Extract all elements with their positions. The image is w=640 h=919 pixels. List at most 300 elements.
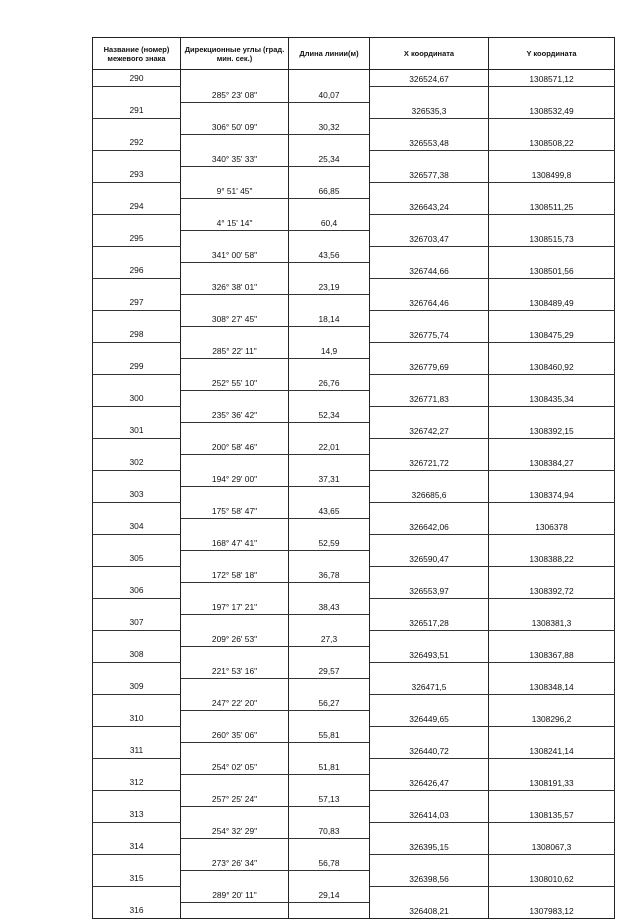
- line-length-cell: 38,43: [289, 598, 370, 614]
- direction-angle-cell: 260° 35' 06": [181, 726, 289, 742]
- empty-cell: [370, 790, 489, 806]
- empty-cell: [370, 438, 489, 454]
- line-length-cell: 70,83: [289, 822, 370, 838]
- line-length-cell: 43,56: [289, 246, 370, 262]
- y-coordinate-cell: 1308435,34: [489, 390, 615, 406]
- table-row: [93, 102, 615, 118]
- direction-angle-cell: 341° 00' 58": [181, 246, 289, 262]
- x-coordinate-cell: 326395,15: [370, 838, 489, 854]
- empty-cell: [181, 646, 289, 662]
- empty-cell: [93, 566, 181, 582]
- point-name-cell: 310: [93, 710, 181, 726]
- empty-cell: [93, 182, 181, 198]
- coordinates-sheet: [92, 37, 614, 916]
- empty-cell: [370, 598, 489, 614]
- table-row: [93, 582, 615, 598]
- empty-cell: [181, 166, 289, 182]
- line-length-cell: 51,81: [289, 758, 370, 774]
- x-coordinate-cell: 326642,06: [370, 518, 489, 534]
- table-row: [93, 646, 615, 662]
- empty-cell: [181, 390, 289, 406]
- table-row: [93, 806, 615, 822]
- header-line-length: Длина линии(м): [289, 38, 370, 70]
- table-row: [93, 742, 615, 758]
- point-name-cell: 309: [93, 678, 181, 694]
- empty-cell: [370, 822, 489, 838]
- empty-cell: [181, 198, 289, 214]
- empty-cell: [93, 822, 181, 838]
- empty-cell: [489, 790, 615, 806]
- table-row: [93, 550, 615, 566]
- empty-cell: [370, 886, 489, 902]
- table-row: [93, 886, 615, 902]
- direction-angle-cell: 273° 26' 34": [181, 854, 289, 870]
- x-coordinate-cell: 326517,28: [370, 614, 489, 630]
- table-row: [93, 598, 615, 614]
- x-coordinate-cell: 326577,38: [370, 166, 489, 182]
- point-name-cell: 297: [93, 294, 181, 310]
- empty-cell: [489, 630, 615, 646]
- table-row: [93, 710, 615, 726]
- direction-angle-cell: 197° 17' 21": [181, 598, 289, 614]
- direction-angle-cell: 254° 02' 05": [181, 758, 289, 774]
- table-row: [93, 726, 615, 742]
- empty-cell: [181, 742, 289, 758]
- empty-cell: [289, 774, 370, 790]
- y-coordinate-cell: 1308532,49: [489, 102, 615, 118]
- empty-cell: [93, 150, 181, 166]
- empty-cell: [181, 134, 289, 150]
- line-length-cell: 14,9: [289, 342, 370, 358]
- point-name-cell: 294: [93, 198, 181, 214]
- table-row: [93, 182, 615, 198]
- table-row: [93, 694, 615, 710]
- x-coordinate-cell: 326775,74: [370, 326, 489, 342]
- empty-cell: [489, 438, 615, 454]
- table-row: [93, 246, 615, 262]
- empty-cell: [181, 870, 289, 886]
- empty-cell: [489, 278, 615, 294]
- point-name-cell: 303: [93, 486, 181, 502]
- y-coordinate-cell: 1308501,56: [489, 262, 615, 278]
- header-point-name: Название (номер) межевого знака: [93, 38, 181, 70]
- y-coordinate-cell: 1308511,25: [489, 198, 615, 214]
- y-coordinate-cell: 1308388,22: [489, 550, 615, 566]
- empty-cell: [93, 886, 181, 902]
- boundary-points-table: [92, 37, 615, 919]
- empty-cell: [181, 518, 289, 534]
- empty-cell: [93, 854, 181, 870]
- empty-cell: [93, 278, 181, 294]
- direction-angle-cell: 175° 58' 47": [181, 502, 289, 518]
- empty-cell: [289, 486, 370, 502]
- line-length-cell: 36,78: [289, 566, 370, 582]
- empty-cell: [370, 630, 489, 646]
- point-name-cell: 314: [93, 838, 181, 854]
- x-coordinate-cell: 326553,97: [370, 582, 489, 598]
- table-row: [93, 662, 615, 678]
- point-name-cell: 307: [93, 614, 181, 630]
- empty-cell: [93, 310, 181, 326]
- table-row: [93, 774, 615, 790]
- line-length-cell: 29,57: [289, 662, 370, 678]
- empty-cell: [489, 342, 615, 358]
- empty-cell: [93, 374, 181, 390]
- table-row: [93, 230, 615, 246]
- point-name-cell: 311: [93, 742, 181, 758]
- table-body: [93, 70, 615, 919]
- x-coordinate-cell: 326590,47: [370, 550, 489, 566]
- line-length-cell: 23,19: [289, 278, 370, 294]
- empty-cell: [181, 806, 289, 822]
- line-length-cell: 66,85: [289, 182, 370, 198]
- empty-cell: [289, 454, 370, 470]
- empty-cell: [181, 102, 289, 118]
- x-coordinate-cell: 326553,48: [370, 134, 489, 150]
- x-coordinate-cell: 326440,72: [370, 742, 489, 758]
- line-length-cell: 25,34: [289, 150, 370, 166]
- empty-cell: [489, 566, 615, 582]
- empty-cell: [93, 598, 181, 614]
- y-coordinate-cell: 1308384,27: [489, 454, 615, 470]
- empty-cell: [181, 550, 289, 566]
- direction-angle-cell: 252° 55' 10": [181, 374, 289, 390]
- table-row: [93, 822, 615, 838]
- empty-cell: [289, 902, 370, 919]
- x-coordinate-cell: 326493,51: [370, 646, 489, 662]
- empty-cell: [289, 806, 370, 822]
- table-row: [93, 150, 615, 166]
- x-coordinate-cell: 326721,72: [370, 454, 489, 470]
- empty-cell: [489, 726, 615, 742]
- direction-angle-cell: 326° 38' 01": [181, 278, 289, 294]
- table-row: [93, 134, 615, 150]
- table-row: [93, 118, 615, 134]
- empty-cell: [289, 870, 370, 886]
- direction-angle-cell: 308° 27' 45": [181, 310, 289, 326]
- table-row: [93, 534, 615, 550]
- direction-angle-cell: 9° 51' 45": [181, 182, 289, 198]
- line-length-cell: 56,27: [289, 694, 370, 710]
- table-row: [93, 310, 615, 326]
- table-row: [93, 630, 615, 646]
- y-coordinate-cell: 1308460,92: [489, 358, 615, 374]
- direction-angle-cell: 247° 22' 20": [181, 694, 289, 710]
- empty-cell: [289, 294, 370, 310]
- point-name-cell: 315: [93, 870, 181, 886]
- table-row: [93, 326, 615, 342]
- empty-cell: [370, 534, 489, 550]
- empty-cell: [370, 694, 489, 710]
- empty-cell: [370, 726, 489, 742]
- table-row: [93, 166, 615, 182]
- empty-cell: [93, 214, 181, 230]
- empty-cell: [489, 374, 615, 390]
- table-row: [93, 518, 615, 534]
- table-row: [93, 374, 615, 390]
- table-row: [93, 470, 615, 486]
- empty-cell: [93, 246, 181, 262]
- y-coordinate-cell: 1308010,62: [489, 870, 615, 886]
- table-row: [93, 678, 615, 694]
- empty-cell: [289, 390, 370, 406]
- point-name-cell: 300: [93, 390, 181, 406]
- empty-cell: [181, 774, 289, 790]
- y-coordinate-cell: 1308508,22: [489, 134, 615, 150]
- empty-cell: [93, 118, 181, 134]
- y-coordinate-cell: 1308374,94: [489, 486, 615, 502]
- empty-cell: [289, 134, 370, 150]
- empty-cell: [181, 358, 289, 374]
- empty-cell: [181, 710, 289, 726]
- table-row: [93, 294, 615, 310]
- point-name-cell: 316: [93, 902, 181, 919]
- table-row: [93, 486, 615, 502]
- empty-cell: [93, 694, 181, 710]
- empty-cell: [370, 246, 489, 262]
- y-coordinate-cell: 1308191,33: [489, 774, 615, 790]
- empty-cell: [489, 758, 615, 774]
- empty-cell: [181, 454, 289, 470]
- empty-cell: [181, 902, 289, 919]
- empty-cell: [289, 198, 370, 214]
- empty-cell: [489, 854, 615, 870]
- direction-angle-cell: 306° 50' 09": [181, 118, 289, 134]
- empty-cell: [289, 646, 370, 662]
- empty-cell: [489, 406, 615, 422]
- point-name-cell: 290: [93, 70, 181, 87]
- table-row: [93, 422, 615, 438]
- direction-angle-cell: 289° 20' 11": [181, 886, 289, 902]
- table-row: [93, 406, 615, 422]
- empty-cell: [289, 838, 370, 854]
- table-row: [93, 870, 615, 886]
- empty-cell: [93, 86, 181, 102]
- line-length-cell: 57,13: [289, 790, 370, 806]
- direction-angle-cell: 4° 15' 14": [181, 214, 289, 230]
- empty-cell: [370, 374, 489, 390]
- y-coordinate-cell: 1308381,3: [489, 614, 615, 630]
- empty-cell: [370, 758, 489, 774]
- empty-cell: [181, 678, 289, 694]
- empty-cell: [370, 310, 489, 326]
- y-coordinate-cell: 1308348,14: [489, 678, 615, 694]
- line-length-cell: 55,81: [289, 726, 370, 742]
- table-row: [93, 790, 615, 806]
- y-coordinate-cell: 1308296,2: [489, 710, 615, 726]
- line-length-cell: 52,34: [289, 406, 370, 422]
- point-name-cell: 298: [93, 326, 181, 342]
- empty-cell: [93, 342, 181, 358]
- line-length-cell: 29,14: [289, 886, 370, 902]
- empty-cell: [489, 534, 615, 550]
- empty-cell: [289, 582, 370, 598]
- point-name-cell: 301: [93, 422, 181, 438]
- empty-cell: [181, 614, 289, 630]
- empty-cell: [93, 630, 181, 646]
- line-length-cell: 27,3: [289, 630, 370, 646]
- direction-angle-cell: 285° 23' 08": [181, 86, 289, 102]
- header-x-coordinate: X координата: [370, 38, 489, 70]
- empty-cell: [370, 854, 489, 870]
- empty-cell: [93, 438, 181, 454]
- header-direction-angle: Дирекционные углы (град. мин. сек.): [181, 38, 289, 70]
- y-coordinate-cell: 1308135,57: [489, 806, 615, 822]
- point-name-cell: 308: [93, 646, 181, 662]
- empty-cell: [489, 86, 615, 102]
- y-coordinate-cell: 1308367,88: [489, 646, 615, 662]
- empty-cell: [370, 150, 489, 166]
- direction-angle-cell: 254° 32' 29": [181, 822, 289, 838]
- point-name-cell: 304: [93, 518, 181, 534]
- empty-cell: [370, 470, 489, 486]
- point-name-cell: 313: [93, 806, 181, 822]
- empty-cell: [181, 262, 289, 278]
- point-name-cell: 312: [93, 774, 181, 790]
- direction-angle-cell: 168° 47' 41": [181, 534, 289, 550]
- line-length-cell: 52,59: [289, 534, 370, 550]
- point-name-cell: 306: [93, 582, 181, 598]
- x-coordinate-cell: 326449,65: [370, 710, 489, 726]
- empty-cell: [181, 230, 289, 246]
- empty-cell: [489, 822, 615, 838]
- y-coordinate-cell: 1308241,14: [489, 742, 615, 758]
- table-row: [93, 342, 615, 358]
- point-name-cell: 299: [93, 358, 181, 374]
- line-length-cell: 56,78: [289, 854, 370, 870]
- line-length-cell: 43,65: [289, 502, 370, 518]
- table-row: [93, 214, 615, 230]
- line-length-cell: 22,01: [289, 438, 370, 454]
- table-row: [93, 454, 615, 470]
- empty-cell: [93, 758, 181, 774]
- empty-cell: [370, 278, 489, 294]
- empty-cell: [489, 182, 615, 198]
- table-row: [93, 390, 615, 406]
- empty-cell: [181, 422, 289, 438]
- table-row: [93, 86, 615, 102]
- empty-cell: [93, 726, 181, 742]
- empty-cell: [93, 662, 181, 678]
- x-coordinate-cell: 326524,67: [370, 70, 489, 87]
- empty-cell: [93, 790, 181, 806]
- x-coordinate-cell: 326779,69: [370, 358, 489, 374]
- empty-cell: [289, 614, 370, 630]
- x-coordinate-cell: 326398,56: [370, 870, 489, 886]
- direction-angle-cell: 209° 26' 53": [181, 630, 289, 646]
- table-row: [93, 758, 615, 774]
- empty-cell: [489, 118, 615, 134]
- empty-cell: [370, 662, 489, 678]
- empty-cell: [370, 86, 489, 102]
- empty-cell: [489, 470, 615, 486]
- table-row: [93, 358, 615, 374]
- table-row: [93, 70, 615, 87]
- x-coordinate-cell: 326764,46: [370, 294, 489, 310]
- empty-cell: [181, 294, 289, 310]
- empty-cell: [289, 678, 370, 694]
- y-coordinate-cell: 1308571,12: [489, 70, 615, 87]
- table-row: [93, 902, 615, 919]
- empty-cell: [489, 502, 615, 518]
- x-coordinate-cell: 326703,47: [370, 230, 489, 246]
- empty-cell: [289, 742, 370, 758]
- empty-cell: [93, 406, 181, 422]
- table-row: [93, 262, 615, 278]
- empty-cell: [370, 502, 489, 518]
- y-coordinate-cell: 1308515,73: [489, 230, 615, 246]
- table-row: [93, 438, 615, 454]
- header-y-coordinate: Y координата: [489, 38, 615, 70]
- empty-cell: [489, 310, 615, 326]
- line-length-cell: 37,31: [289, 470, 370, 486]
- empty-cell: [181, 70, 289, 87]
- direction-angle-cell: 221° 53' 16": [181, 662, 289, 678]
- table-row: [93, 614, 615, 630]
- empty-cell: [489, 598, 615, 614]
- point-name-cell: 295: [93, 230, 181, 246]
- empty-cell: [93, 534, 181, 550]
- table-header-row: [93, 38, 615, 70]
- direction-angle-cell: 257° 25' 24": [181, 790, 289, 806]
- table-row: [93, 278, 615, 294]
- table-row: [93, 502, 615, 518]
- empty-cell: [181, 326, 289, 342]
- table-row: [93, 198, 615, 214]
- direction-angle-cell: 285° 22' 11": [181, 342, 289, 358]
- direction-angle-cell: 200° 58' 46": [181, 438, 289, 454]
- empty-cell: [289, 422, 370, 438]
- empty-cell: [93, 470, 181, 486]
- empty-cell: [370, 214, 489, 230]
- direction-angle-cell: 235° 36' 42": [181, 406, 289, 422]
- empty-cell: [93, 502, 181, 518]
- table-row: [93, 566, 615, 582]
- empty-cell: [370, 406, 489, 422]
- x-coordinate-cell: 326643,24: [370, 198, 489, 214]
- empty-cell: [370, 182, 489, 198]
- empty-cell: [370, 566, 489, 582]
- line-length-cell: 18,14: [289, 310, 370, 326]
- empty-cell: [289, 358, 370, 374]
- empty-cell: [289, 166, 370, 182]
- y-coordinate-cell: 1308392,72: [489, 582, 615, 598]
- empty-cell: [489, 886, 615, 902]
- point-name-cell: 293: [93, 166, 181, 182]
- x-coordinate-cell: 326744,66: [370, 262, 489, 278]
- empty-cell: [489, 246, 615, 262]
- empty-cell: [289, 102, 370, 118]
- empty-cell: [489, 150, 615, 166]
- y-coordinate-cell: 1308475,29: [489, 326, 615, 342]
- empty-cell: [370, 118, 489, 134]
- empty-cell: [289, 518, 370, 534]
- x-coordinate-cell: 326742,27: [370, 422, 489, 438]
- x-coordinate-cell: 326414,03: [370, 806, 489, 822]
- empty-cell: [289, 262, 370, 278]
- empty-cell: [489, 662, 615, 678]
- empty-cell: [489, 694, 615, 710]
- y-coordinate-cell: 1308499,8: [489, 166, 615, 182]
- y-coordinate-cell: 1308392,15: [489, 422, 615, 438]
- y-coordinate-cell: 1308067,3: [489, 838, 615, 854]
- y-coordinate-cell: 1308489,49: [489, 294, 615, 310]
- point-name-cell: 291: [93, 102, 181, 118]
- direction-angle-cell: 194° 29' 00": [181, 470, 289, 486]
- empty-cell: [370, 342, 489, 358]
- line-length-cell: 60,4: [289, 214, 370, 230]
- line-length-cell: 40,07: [289, 86, 370, 102]
